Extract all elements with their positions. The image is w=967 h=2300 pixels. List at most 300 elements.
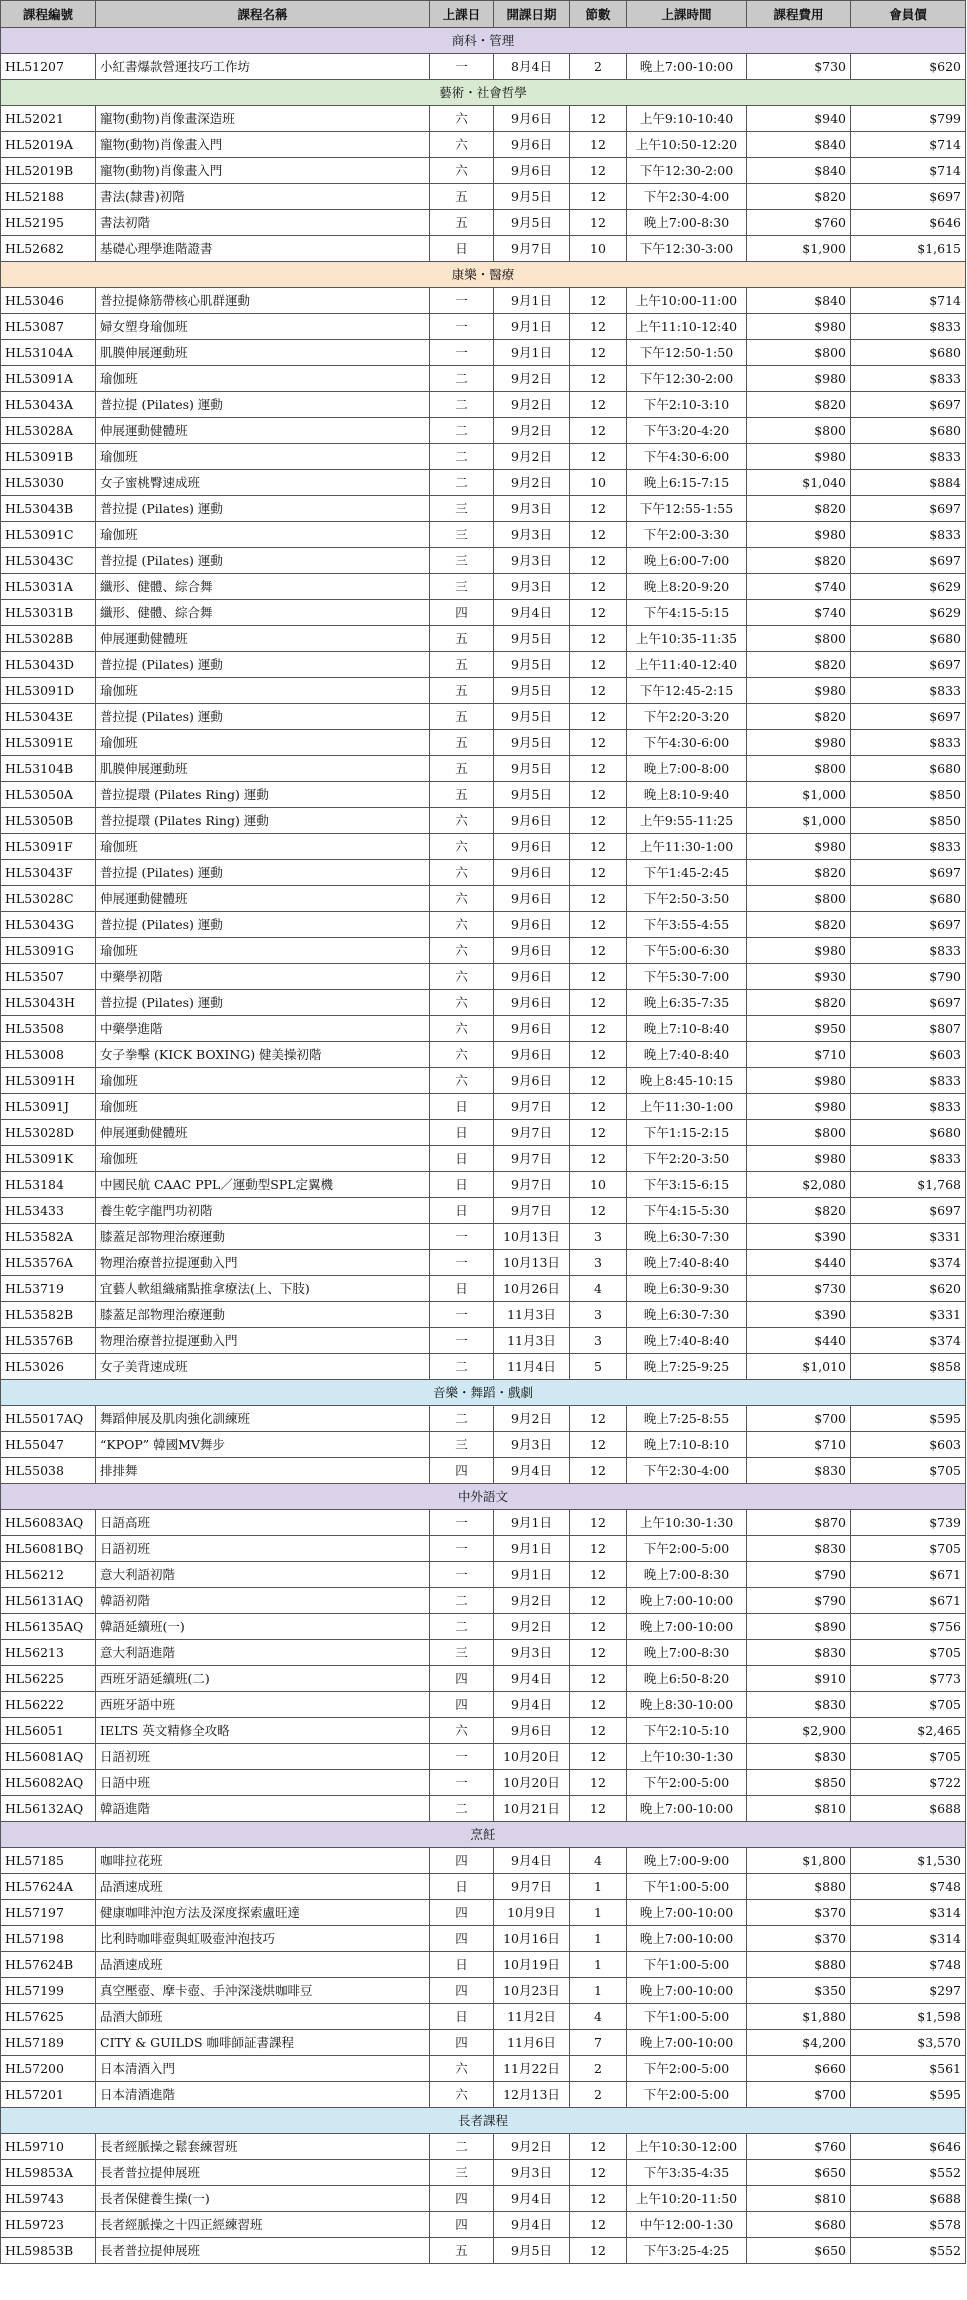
start-date: 9月1日 (494, 340, 570, 366)
member-price: $714 (851, 288, 966, 314)
sessions: 12 (570, 1692, 627, 1718)
table-row (1, 418, 966, 444)
course-name: 普拉提 (Pilates) 運動 (96, 990, 430, 1016)
course-code: HL53030 (1, 470, 96, 496)
start-date: 9月5日 (494, 704, 570, 730)
course-fee: $740 (747, 600, 851, 626)
course-name: 瑜伽班 (96, 522, 430, 548)
weekday: 三 (430, 548, 494, 574)
course-fee: $390 (747, 1224, 851, 1250)
course-name: 書法初階 (96, 210, 430, 236)
sessions: 4 (570, 1276, 627, 1302)
class-time: 晚上6:35-7:35 (627, 990, 747, 1016)
table-row (1, 54, 966, 80)
course-code: HL53719 (1, 1276, 96, 1302)
weekday: 五 (430, 184, 494, 210)
weekday: 一 (430, 1224, 494, 1250)
class-time: 晚上7:00-10:00 (627, 1900, 747, 1926)
start-date: 10月13日 (494, 1224, 570, 1250)
member-price: $697 (851, 704, 966, 730)
class-time: 上午10:35-11:35 (627, 626, 747, 652)
class-time: 下午2:30-4:00 (627, 184, 747, 210)
course-code: HL56135AQ (1, 1614, 96, 1640)
member-price: $374 (851, 1328, 966, 1354)
section-title: 藝術・社會哲學 (1, 80, 966, 106)
class-time: 晚上7:00-10:00 (627, 54, 747, 80)
weekday: 五 (430, 756, 494, 782)
sessions: 12 (570, 912, 627, 938)
course-name: 養生乾字龍門功初階 (96, 1198, 430, 1224)
course-name: 韓語初階 (96, 1588, 430, 1614)
course-name: 物理治療普拉提運動入門 (96, 1328, 430, 1354)
class-time: 晚上7:10-8:40 (627, 1016, 747, 1042)
class-time: 下午4:15-5:30 (627, 1198, 747, 1224)
start-date: 9月6日 (494, 834, 570, 860)
course-code: HL53046 (1, 288, 96, 314)
start-date: 9月3日 (494, 1640, 570, 1666)
class-time: 上午9:10-10:40 (627, 106, 747, 132)
member-price: $629 (851, 574, 966, 600)
start-date: 9月3日 (494, 574, 570, 600)
member-price: $680 (851, 756, 966, 782)
start-date: 9月1日 (494, 288, 570, 314)
member-price: $688 (851, 1796, 966, 1822)
member-price: $595 (851, 1406, 966, 1432)
start-date: 9月2日 (494, 1588, 570, 1614)
course-fee: $820 (747, 704, 851, 730)
table-row (1, 1198, 966, 1224)
course-name: 長者保健養生操(一) (96, 2186, 430, 2212)
course-fee: $980 (747, 678, 851, 704)
course-fee: $830 (747, 1536, 851, 1562)
sessions: 12 (570, 678, 627, 704)
class-time: 下午1:45-2:45 (627, 860, 747, 886)
class-time: 上午11:40-12:40 (627, 652, 747, 678)
table-row (1, 158, 966, 184)
course-code: HL51207 (1, 54, 96, 80)
course-code: HL57200 (1, 2056, 96, 2082)
member-price: $697 (851, 652, 966, 678)
course-fee: $870 (747, 1510, 851, 1536)
start-date: 9月2日 (494, 366, 570, 392)
section-header-row (1, 2108, 966, 2134)
sessions: 12 (570, 574, 627, 600)
start-date: 11月3日 (494, 1302, 570, 1328)
sessions: 12 (570, 834, 627, 860)
start-date: 9月5日 (494, 652, 570, 678)
start-date: 9月2日 (494, 418, 570, 444)
course-name: 長者普拉提伸展班 (96, 2238, 430, 2264)
member-price: $697 (851, 990, 966, 1016)
sessions: 4 (570, 2004, 627, 2030)
sessions: 12 (570, 2186, 627, 2212)
weekday: 六 (430, 1016, 494, 1042)
course-name: 品酒速成班 (96, 1952, 430, 1978)
weekday: 五 (430, 782, 494, 808)
course-fee: $440 (747, 1328, 851, 1354)
table-row (1, 990, 966, 1016)
table-row (1, 1874, 966, 1900)
class-time: 下午12:55-1:55 (627, 496, 747, 522)
start-date: 9月6日 (494, 1068, 570, 1094)
weekday: 六 (430, 860, 494, 886)
weekday: 六 (430, 964, 494, 990)
member-price: $671 (851, 1588, 966, 1614)
course-name: 普拉提環 (Pilates Ring) 運動 (96, 808, 430, 834)
member-price: $3,570 (851, 2030, 966, 2056)
course-code: HL56132AQ (1, 1796, 96, 1822)
course-name: 肌膜伸展運動班 (96, 340, 430, 366)
start-date: 9月1日 (494, 314, 570, 340)
member-price: $705 (851, 1458, 966, 1484)
class-time: 晚上7:40-8:40 (627, 1328, 747, 1354)
class-time: 晚上6:15-7:15 (627, 470, 747, 496)
class-time: 晚上7:40-8:40 (627, 1042, 747, 1068)
class-time: 下午4:30-6:00 (627, 730, 747, 756)
course-code: HL56222 (1, 1692, 96, 1718)
course-code: HL53043C (1, 548, 96, 574)
start-date: 9月2日 (494, 1614, 570, 1640)
sessions: 2 (570, 2056, 627, 2082)
course-name: 排排舞 (96, 1458, 430, 1484)
sessions: 12 (570, 1536, 627, 1562)
start-date: 9月4日 (494, 2186, 570, 2212)
member-price: $705 (851, 1744, 966, 1770)
weekday: 日 (430, 1952, 494, 1978)
weekday: 六 (430, 1042, 494, 1068)
section-title: 康樂・醫療 (1, 262, 966, 288)
sessions: 12 (570, 1120, 627, 1146)
weekday: 一 (430, 1536, 494, 1562)
start-date: 9月5日 (494, 2238, 570, 2264)
course-code: HL53028D (1, 1120, 96, 1146)
start-date: 9月5日 (494, 184, 570, 210)
member-price: $374 (851, 1250, 966, 1276)
course-fee: $800 (747, 756, 851, 782)
weekday: 四 (430, 600, 494, 626)
sessions: 12 (570, 418, 627, 444)
course-fee: $800 (747, 340, 851, 366)
sessions: 12 (570, 652, 627, 678)
course-code: HL53050B (1, 808, 96, 834)
course-name: 日本清酒入門 (96, 2056, 430, 2082)
table-row (1, 1770, 966, 1796)
course-code: HL53031A (1, 574, 96, 600)
class-time: 上午9:55-11:25 (627, 808, 747, 834)
table-row (1, 444, 966, 470)
course-code: HL53091J (1, 1094, 96, 1120)
course-fee: $830 (747, 1692, 851, 1718)
class-time: 下午3:55-4:55 (627, 912, 747, 938)
section-header-row (1, 80, 966, 106)
class-time: 晚上7:00-8:30 (627, 1640, 747, 1666)
class-time: 下午2:00-5:00 (627, 2056, 747, 2082)
table-row (1, 1952, 966, 1978)
course-fee: $740 (747, 574, 851, 600)
course-code: HL57624A (1, 1874, 96, 1900)
start-date: 10月19日 (494, 1952, 570, 1978)
start-date: 9月1日 (494, 1510, 570, 1536)
section-title: 商科・管理 (1, 28, 966, 54)
sessions: 12 (570, 990, 627, 1016)
member-price: $850 (851, 808, 966, 834)
weekday: 四 (430, 1900, 494, 1926)
course-name: IELTS 英文精修全攻略 (96, 1718, 430, 1744)
course-code: HL53091A (1, 366, 96, 392)
start-date: 10月16日 (494, 1926, 570, 1952)
class-time: 上午10:30-1:30 (627, 1510, 747, 1536)
table-row (1, 1302, 966, 1328)
class-time: 晚上8:30-10:00 (627, 1692, 747, 1718)
course-code: HL53507 (1, 964, 96, 990)
course-fee: $980 (747, 444, 851, 470)
member-price: $697 (851, 184, 966, 210)
start-date: 12月13日 (494, 2082, 570, 2108)
course-name: 瑜伽班 (96, 730, 430, 756)
sessions: 12 (570, 1146, 627, 1172)
weekday: 五 (430, 210, 494, 236)
start-date: 9月6日 (494, 860, 570, 886)
course-name: 健康咖啡沖泡方法及深度探索盧旺達 (96, 1900, 430, 1926)
course-code: HL59743 (1, 2186, 96, 2212)
start-date: 10月20日 (494, 1744, 570, 1770)
sessions: 10 (570, 1172, 627, 1198)
table-row (1, 1250, 966, 1276)
course-name: 女子蜜桃臀速成班 (96, 470, 430, 496)
table-row (1, 1562, 966, 1588)
course-name: 普拉提 (Pilates) 運動 (96, 548, 430, 574)
course-code: HL53433 (1, 1198, 96, 1224)
course-fee: $820 (747, 1198, 851, 1224)
class-time: 下午12:30-3:00 (627, 236, 747, 262)
class-time: 晚上7:25-8:55 (627, 1406, 747, 1432)
member-price: $552 (851, 2160, 966, 2186)
sessions: 12 (570, 626, 627, 652)
table-row (1, 548, 966, 574)
class-time: 晚上8:10-9:40 (627, 782, 747, 808)
course-fee: $840 (747, 132, 851, 158)
class-time: 下午2:00-5:00 (627, 2082, 747, 2108)
course-name: 西班牙語延續班(二) (96, 1666, 430, 1692)
course-name: 日語初班 (96, 1536, 430, 1562)
course-name: CITY & GUILDS 咖啡師証書課程 (96, 2030, 430, 2056)
weekday: 四 (430, 2212, 494, 2238)
start-date: 9月6日 (494, 1718, 570, 1744)
member-price: $705 (851, 1692, 966, 1718)
course-fee: $4,200 (747, 2030, 851, 2056)
table-row (1, 652, 966, 678)
course-name: 伸展運動健體班 (96, 886, 430, 912)
sessions: 1 (570, 1900, 627, 1926)
start-date: 10月20日 (494, 1770, 570, 1796)
course-name: 西班牙語中班 (96, 1692, 430, 1718)
course-fee: $760 (747, 210, 851, 236)
sessions: 12 (570, 496, 627, 522)
member-price: $1,598 (851, 2004, 966, 2030)
course-name: 肌膜伸展運動班 (96, 756, 430, 782)
table-row (1, 2030, 966, 2056)
weekday: 日 (430, 1094, 494, 1120)
weekday: 日 (430, 1146, 494, 1172)
weekday: 六 (430, 912, 494, 938)
class-time: 下午2:20-3:50 (627, 1146, 747, 1172)
member-price: $1,615 (851, 236, 966, 262)
weekday: 六 (430, 808, 494, 834)
start-date: 9月4日 (494, 600, 570, 626)
sessions: 12 (570, 132, 627, 158)
table-row (1, 964, 966, 990)
table-row (1, 1328, 966, 1354)
course-name: 伸展運動健體班 (96, 1120, 430, 1146)
header-weekday: 上課日 (430, 1, 494, 28)
sessions: 2 (570, 54, 627, 80)
course-fee: $800 (747, 886, 851, 912)
table-row (1, 1120, 966, 1146)
sessions: 12 (570, 730, 627, 756)
weekday: 六 (430, 990, 494, 1016)
start-date: 9月7日 (494, 1146, 570, 1172)
member-price: $671 (851, 1562, 966, 1588)
course-fee: $1,010 (747, 1354, 851, 1380)
table-row (1, 1094, 966, 1120)
course-code: HL52682 (1, 236, 96, 262)
table-row (1, 496, 966, 522)
start-date: 11月6日 (494, 2030, 570, 2056)
sessions: 12 (570, 1718, 627, 1744)
class-time: 下午2:30-4:00 (627, 1458, 747, 1484)
member-price: $833 (851, 444, 966, 470)
course-name: 韓語進階 (96, 1796, 430, 1822)
course-fee: $760 (747, 2134, 851, 2160)
course-name: 普拉提條筋帶核心肌群運動 (96, 288, 430, 314)
start-date: 9月5日 (494, 678, 570, 704)
class-time: 晚上7:10-8:10 (627, 1432, 747, 1458)
member-price: $1,768 (851, 1172, 966, 1198)
sessions: 12 (570, 1510, 627, 1536)
weekday: 一 (430, 54, 494, 80)
course-name: 普拉提 (Pilates) 運動 (96, 392, 430, 418)
course-name: 瑜伽班 (96, 1146, 430, 1172)
course-code: HL57624B (1, 1952, 96, 1978)
weekday: 一 (430, 1510, 494, 1536)
course-fee: $370 (747, 1900, 851, 1926)
table-row (1, 574, 966, 600)
start-date: 9月7日 (494, 236, 570, 262)
course-fee: $810 (747, 2186, 851, 2212)
header-fee: 課程費用 (747, 1, 851, 28)
class-time: 下午12:30-2:00 (627, 366, 747, 392)
section-header-row (1, 262, 966, 288)
weekday: 日 (430, 236, 494, 262)
table-row (1, 600, 966, 626)
start-date: 10月23日 (494, 1978, 570, 2004)
course-fee: $820 (747, 184, 851, 210)
class-time: 下午3:25-4:25 (627, 2238, 747, 2264)
start-date: 9月4日 (494, 1848, 570, 1874)
member-price: $833 (851, 1068, 966, 1094)
course-name: 長者經脈操之十四正經練習班 (96, 2212, 430, 2238)
weekday: 一 (430, 1562, 494, 1588)
course-code: HL53028A (1, 418, 96, 444)
sessions: 12 (570, 1068, 627, 1094)
course-fee: $350 (747, 1978, 851, 2004)
sessions: 12 (570, 288, 627, 314)
table-row (1, 1614, 966, 1640)
table-row (1, 1458, 966, 1484)
course-name: 瑜伽班 (96, 938, 430, 964)
course-code: HL57189 (1, 2030, 96, 2056)
course-name: 日語高班 (96, 1510, 430, 1536)
class-time: 上午11:30-1:00 (627, 834, 747, 860)
course-fee: $1,040 (747, 470, 851, 496)
member-price: $552 (851, 2238, 966, 2264)
sessions: 12 (570, 1562, 627, 1588)
weekday: 一 (430, 288, 494, 314)
member-price: $688 (851, 2186, 966, 2212)
course-name: 纖形、健體、綜合舞 (96, 600, 430, 626)
class-time: 晚上6:30-7:30 (627, 1302, 747, 1328)
course-name: 長者普拉提伸展班 (96, 2160, 430, 2186)
member-price: $578 (851, 2212, 966, 2238)
member-price: $850 (851, 782, 966, 808)
start-date: 9月7日 (494, 1874, 570, 1900)
course-fee: $370 (747, 1926, 851, 1952)
member-price: $705 (851, 1536, 966, 1562)
weekday: 二 (430, 366, 494, 392)
class-time: 晚上7:00-10:00 (627, 1588, 747, 1614)
table-row (1, 782, 966, 808)
course-code: HL52188 (1, 184, 96, 210)
course-name: 日本清酒進階 (96, 2082, 430, 2108)
class-time: 晚上7:00-8:00 (627, 756, 747, 782)
course-name: 膝蓋足部物理治療運動 (96, 1302, 430, 1328)
weekday: 六 (430, 2082, 494, 2108)
weekday: 二 (430, 2134, 494, 2160)
sessions: 12 (570, 2160, 627, 2186)
start-date: 11月2日 (494, 2004, 570, 2030)
member-price: $705 (851, 1640, 966, 1666)
course-code: HL53508 (1, 1016, 96, 1042)
weekday: 二 (430, 418, 494, 444)
class-time: 下午2:10-3:10 (627, 392, 747, 418)
weekday: 三 (430, 496, 494, 522)
member-price: $697 (851, 496, 966, 522)
class-time: 下午5:00-6:30 (627, 938, 747, 964)
sessions: 12 (570, 1406, 627, 1432)
course-code: HL53026 (1, 1354, 96, 1380)
course-code: HL53028C (1, 886, 96, 912)
weekday: 三 (430, 1432, 494, 1458)
course-code: HL56212 (1, 1562, 96, 1588)
start-date: 10月26日 (494, 1276, 570, 1302)
sessions: 12 (570, 1640, 627, 1666)
class-time: 中午12:00-1:30 (627, 2212, 747, 2238)
weekday: 三 (430, 522, 494, 548)
start-date: 9月5日 (494, 626, 570, 652)
table-row (1, 626, 966, 652)
course-code: HL56081AQ (1, 1744, 96, 1770)
sessions: 12 (570, 1458, 627, 1484)
sessions: 1 (570, 1978, 627, 2004)
class-time: 晚上7:00-10:00 (627, 1614, 747, 1640)
course-name: 伸展運動健體班 (96, 626, 430, 652)
course-code: HL53582B (1, 1302, 96, 1328)
course-fee: $710 (747, 1042, 851, 1068)
start-date: 9月2日 (494, 392, 570, 418)
course-code: HL57625 (1, 2004, 96, 2030)
sessions: 12 (570, 392, 627, 418)
course-fee: $700 (747, 1406, 851, 1432)
